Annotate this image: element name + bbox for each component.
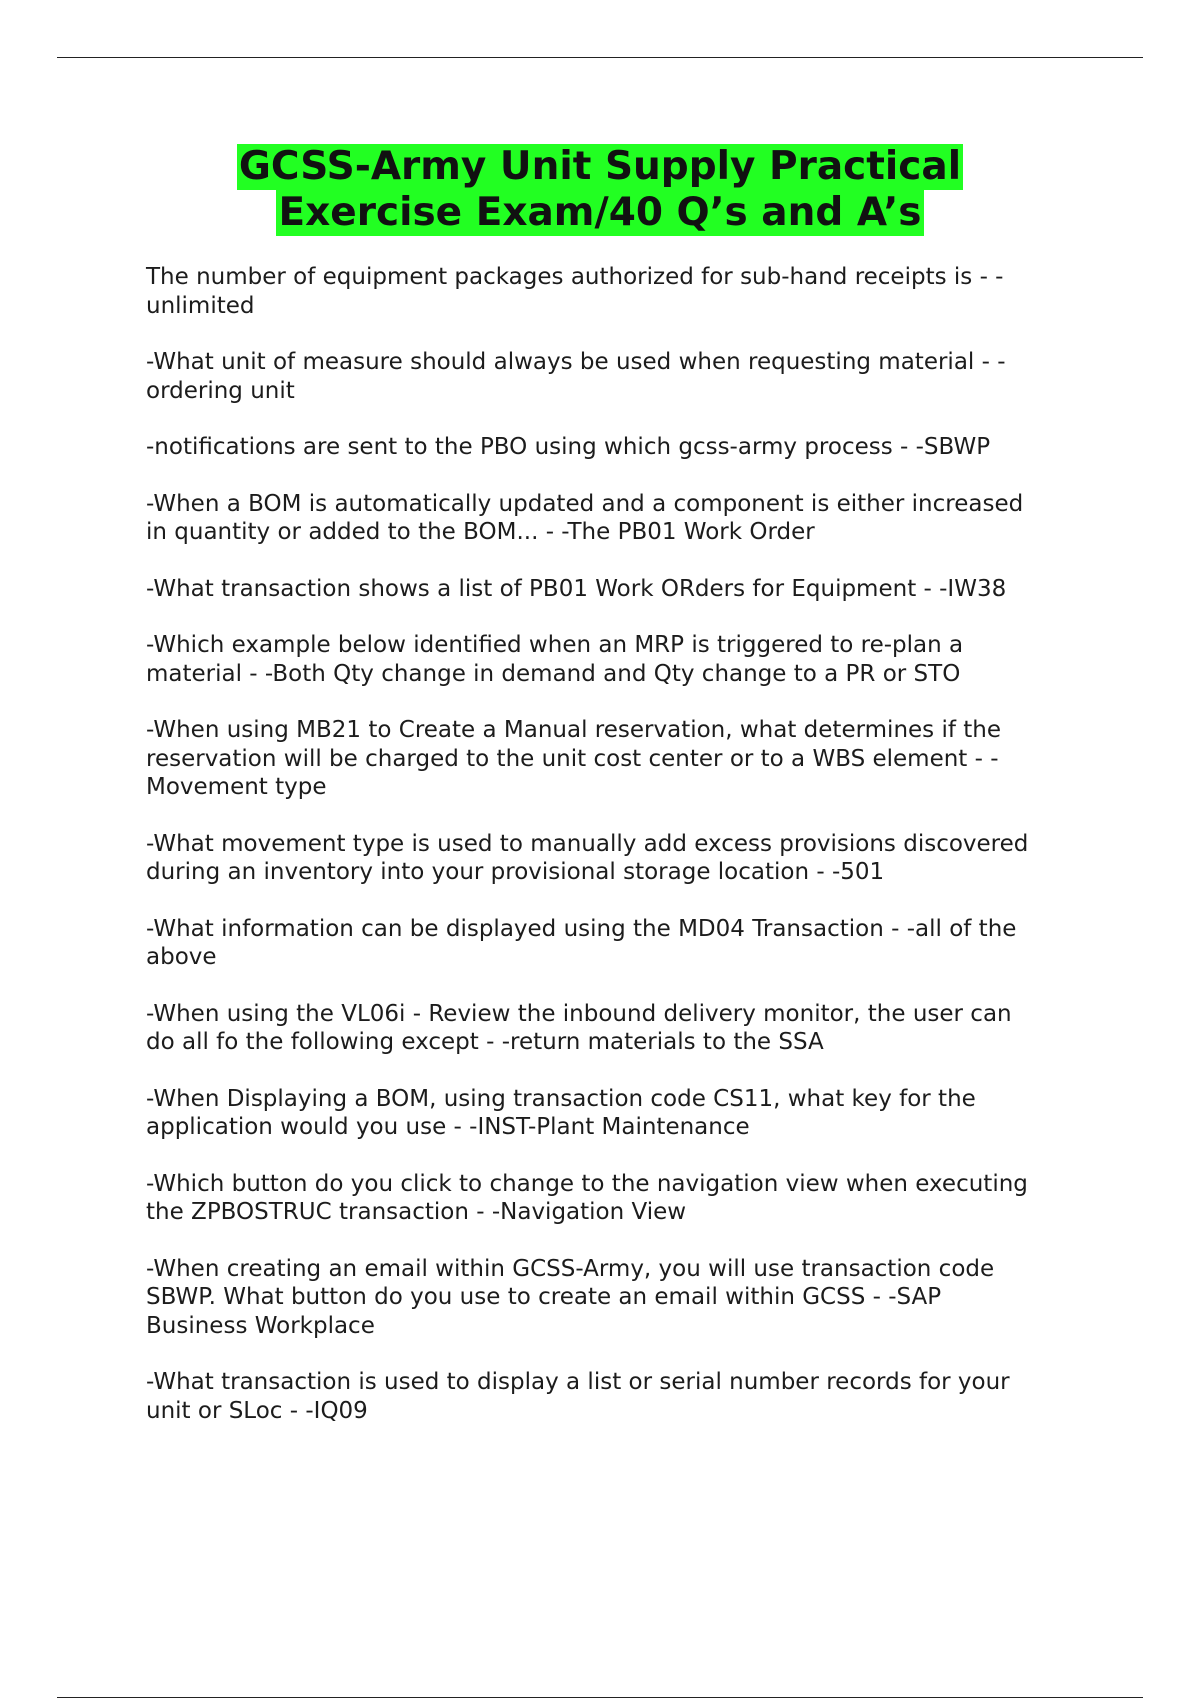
qa-item: -When Displaying a BOM, using transaction code CS11, what key for the application would you use - -INST-Plant Maintenance [146,1085,976,1140]
qa-item: The number of equipment packages authorized for sub-hand receipts is - - unlimited [146,264,1004,319]
document-title [0,144,1200,236]
title-line-2: Exercise Exam/40 Q’s and A’s [278,190,922,235]
qa-item: -Which button do you click to change to the navigation view when executing the ZPBOSTRUC transaction - -Navigation View [146,1170,1028,1225]
qa-item: -When using MB21 to Create a Manual reservation, what determines if the reservation will be charged to the unit cost center or to a WBS element - - Movement type [146,717,1002,800]
qa-item: -What transaction shows a list of PB01 Work ORders for Equipment - -IW38 [146,575,1007,602]
qa-item: -What information can be displayed using the MD04 Transaction - -all of the above [146,915,1017,970]
qa-item: -When creating an email within GCSS-Army, you will use transaction code SBWP. What button do you use to create an email within GCSS - -SAP Business Workplace [146,1255,995,1339]
qa-item: -When a BOM is automatically updated and a component is either increased in quantity or added to the BOM... - -The PB01 Work Order [146,490,1024,545]
qa-list [146,263,1096,1453]
qa-item: -What transaction is used to display a list or serial number records for your unit or SLoc - -IQ09 [146,1369,1010,1424]
header-rule [57,57,1143,58]
qa-item: -What movement type is used to manually add excess provisions discovered during an inventory into your provisional storage location - -501 [146,830,1029,885]
qa-item: -When using the VL06i - Review the inbound delivery monitor, the user can do all fo the following except - -return materials to the SSA [146,1000,1012,1055]
footer-rule [57,1697,1143,1698]
title-line-1: GCSS-Army Unit Supply Practical [238,144,962,189]
qa-item: -What unit of measure should always be used when requesting material - - ordering unit [146,349,1006,404]
qa-item: -Which example below identified when an MRP is triggered to re-plan a material - -Both Qty change in demand and Qty change to a PR or STO [146,632,964,687]
qa-item: -notifications are sent to the PBO using which gcss-army process - -SBWP [146,434,991,460]
